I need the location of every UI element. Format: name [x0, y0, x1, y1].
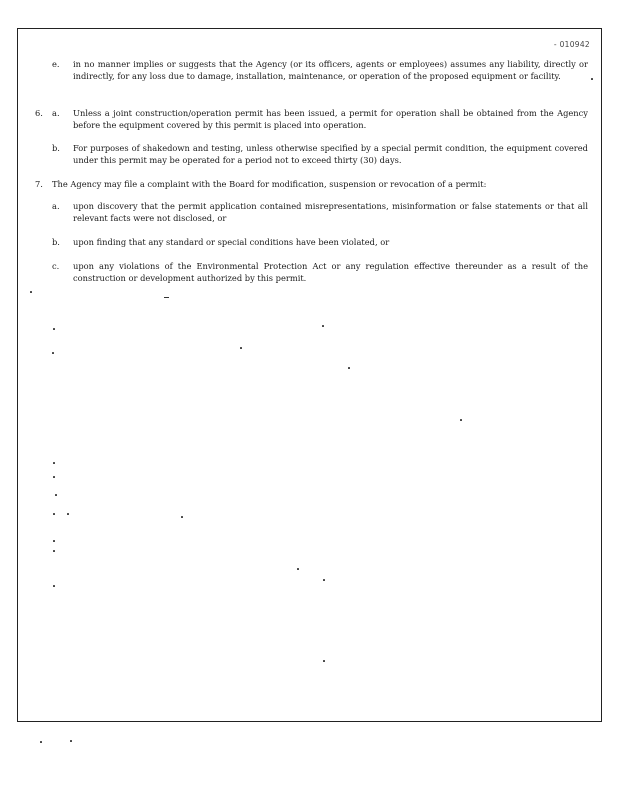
clause-text: upon discovery that the permit application contained misrepresentations, misinformation or false statements or that all relevant facts were not disclosed, or: [73, 201, 588, 223]
scan-artifact: [348, 367, 350, 369]
clause-marker: e.: [52, 59, 60, 69]
scan-artifact: [297, 568, 299, 570]
page-number: - 010942: [553, 40, 590, 49]
scan-artifact: [53, 513, 55, 515]
scan-artifact: [53, 462, 55, 464]
clause-text: upon finding that any standard or special conditions have been violated, or: [73, 237, 390, 247]
clause-marker: b.: [52, 237, 60, 247]
scan-artifact: [240, 347, 242, 349]
scan-artifact: [322, 325, 324, 327]
scan-artifact: [181, 516, 183, 518]
clause-text: upon any violations of the Environmental Protection Act or any regulation effective thereunder as a result of the construction or development authorized by this permit.: [73, 261, 588, 283]
clause-text: in no manner implies or suggests that the Agency (or its officers, agents or employees) assumes any liability, directly or indirectly, for any loss due to damage, installation, maintenance, or operation of the proposed equipment or facility.: [73, 59, 588, 81]
scan-artifact: [53, 540, 55, 542]
scan-artifact: [164, 297, 169, 298]
clause-marker: a.: [52, 108, 60, 118]
scan-artifact: [460, 419, 462, 421]
scan-artifact: [53, 476, 55, 478]
scan-artifact: [323, 579, 325, 581]
scan-artifact: [53, 550, 55, 552]
scan-artifact: [53, 585, 55, 587]
scan-artifact: [55, 494, 57, 496]
scan-artifact: [40, 741, 42, 743]
page-border: [17, 28, 602, 722]
section-number: 6.: [35, 108, 43, 118]
scan-artifact: [53, 328, 55, 330]
clause-marker: c.: [52, 261, 60, 271]
clause-marker: a.: [52, 201, 60, 211]
section-number: 7.: [35, 179, 43, 189]
scan-artifact: [30, 291, 32, 293]
clause-marker: b.: [52, 143, 60, 153]
scan-artifact: [67, 513, 69, 515]
clause-text: Unless a joint construction/operation permit has been issued, a permit for operation shall be obtained from the Agency before the equipment covered by this permit is placed into operation.: [73, 108, 588, 130]
scan-artifact: [591, 78, 593, 80]
clause-text: For purposes of shakedown and testing, unless otherwise specified by a special permit condition, the equipment covered under this permit may be operated for a period not to exceed thirty (30) days.: [73, 143, 588, 165]
scan-artifact: [52, 352, 54, 354]
scan-artifact: [70, 740, 72, 742]
scan-artifact: [323, 660, 325, 662]
section-text: The Agency may file a complaint with the Board for modification, suspension or revocation of a permit:: [52, 179, 487, 189]
